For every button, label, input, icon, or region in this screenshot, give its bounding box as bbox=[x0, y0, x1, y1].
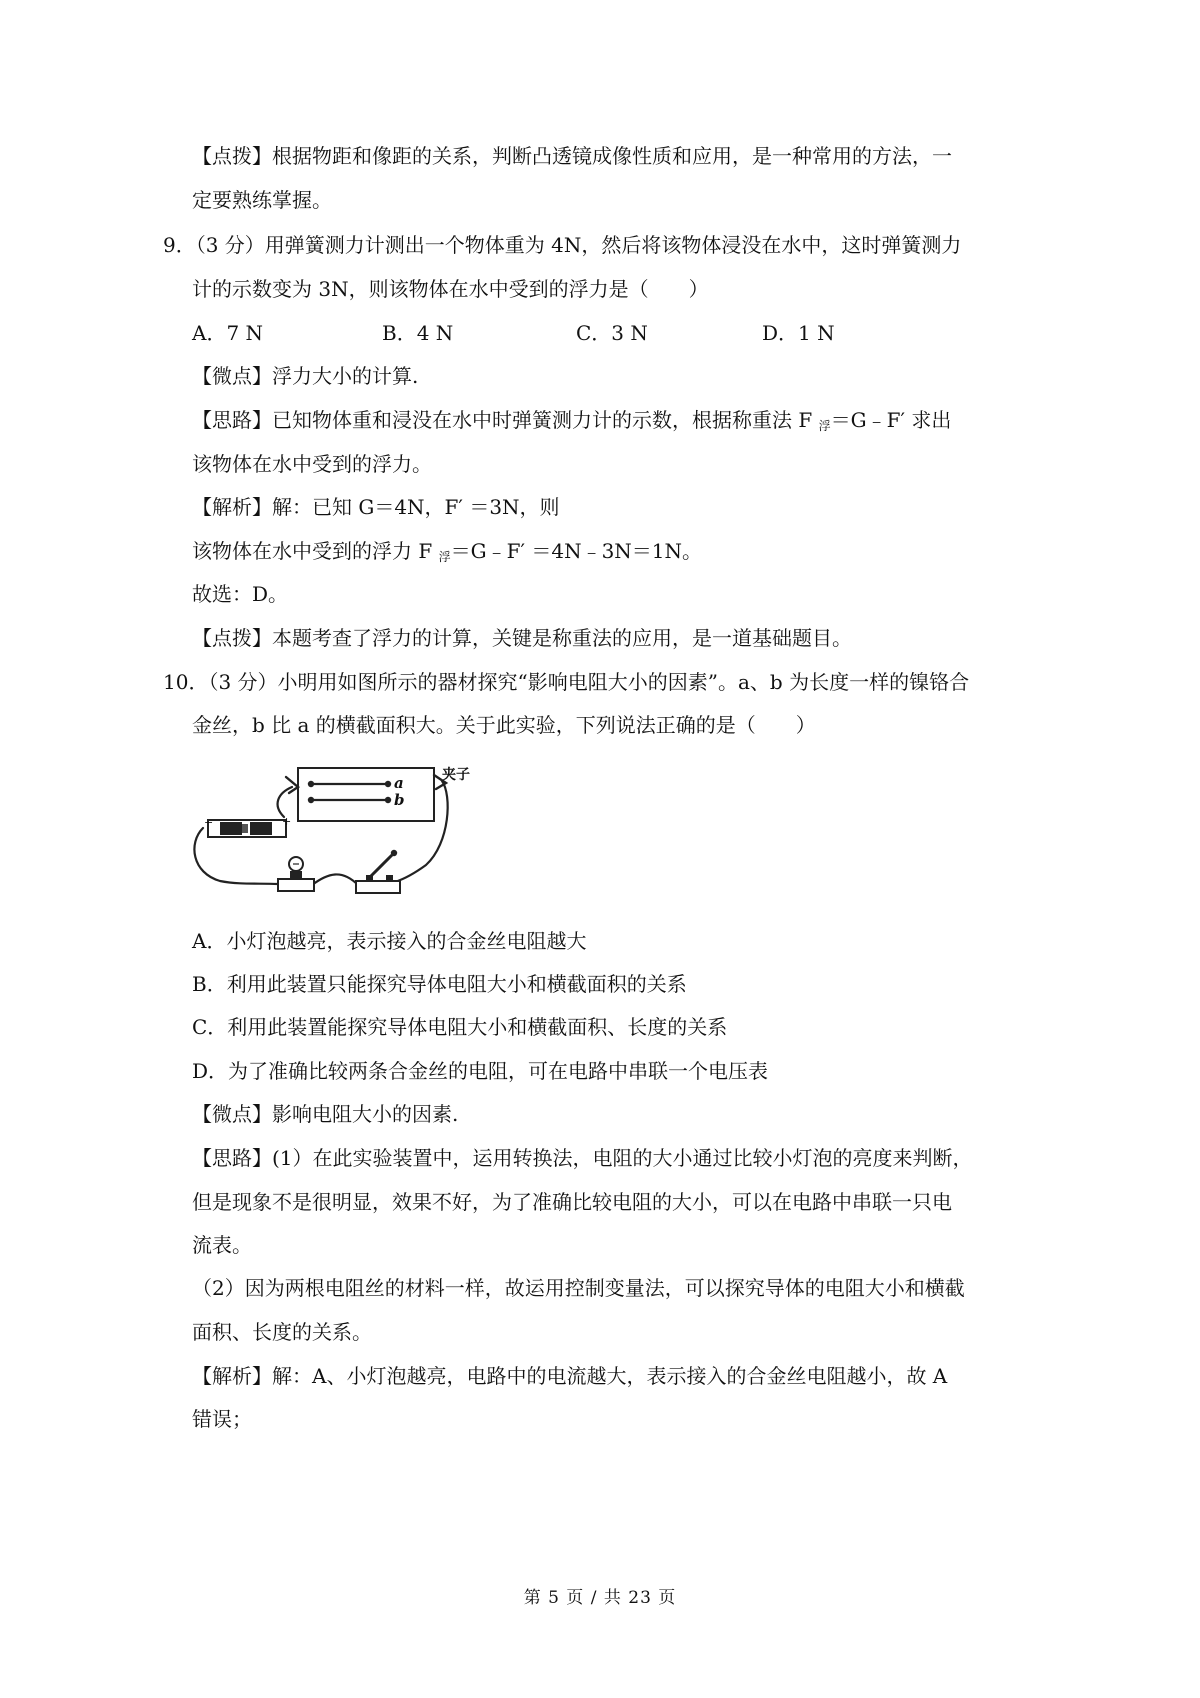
q10-jiexi-line-1: 【解析】解：A、小灯泡越亮，电路中的电流越大，表示接入的合金丝电阻越小，故 A bbox=[192, 1364, 948, 1388]
q10-silu-line-4: （2）因为两根电阻丝的材料一样，故运用控制变量法，可以探究导体的电阻大小和横截 bbox=[192, 1276, 965, 1300]
q9-stem-line-1: 9．（3 分）用弹簧测力计测出一个物体重为 4N，然后将该物体浸没在水中，这时弹簧测力 bbox=[163, 233, 962, 257]
battery-pack bbox=[208, 820, 286, 837]
q9-jiexi-line-2 bbox=[192, 537, 702, 571]
q9-silu-text-post: ＝G﹣F′ 求出 bbox=[830, 408, 952, 432]
q10-silu-line-1: 【思路】(1）在此实验装置中，运用转换法，电阻的大小通过比较小灯泡的亮度来判断， bbox=[192, 1146, 973, 1170]
q10-jiexi-line-2: 错误； bbox=[192, 1407, 252, 1431]
q9-option-a: A．7 N bbox=[192, 321, 264, 345]
q9-dianbo: 【点拨】本题考查了浮力的计算，关键是称重法的应用，是一道基础题目。 bbox=[192, 626, 852, 650]
q9-jiexi-text-pre: 该物体在水中受到的浮力 F bbox=[192, 539, 433, 563]
q9-jiexi-line-1: 【解析】解：已知 G＝4N，F′ ＝3N，则 bbox=[192, 495, 560, 519]
terminal-b-left bbox=[308, 797, 314, 803]
label-minus: − bbox=[204, 816, 214, 829]
label-plus: + bbox=[282, 815, 292, 828]
bulb-switch-wire bbox=[312, 874, 358, 885]
q10-weidian: 【微点】影响电阻大小的因素. bbox=[192, 1102, 459, 1126]
q10-option-d: D．为了准确比较两条合金丝的电阻，可在电路中串联一个电压表 bbox=[192, 1059, 769, 1083]
page-footer: 第 5 页 / 共 23 页 bbox=[523, 1588, 677, 1608]
q9-jiexi-subscript: 浮 bbox=[438, 550, 451, 564]
label-clip: 夹子 bbox=[442, 767, 470, 783]
q10-stem-line-2: 金丝，b 比 a 的横截面积大。关于此实验，下列说法正确的是（ ） bbox=[192, 713, 816, 737]
q9-silu-subscript: 浮 bbox=[818, 419, 831, 433]
q10-silu-line-2: 但是现象不是很明显，效果不好，为了准确比较电阻的大小，可以在电路中串联一只电 bbox=[192, 1190, 952, 1214]
circuit-figure bbox=[190, 765, 490, 900]
label-a: a bbox=[394, 774, 404, 792]
q9-stem-line-2: 计的示数变为 3N，则该物体在水中受到的浮力是（ ） bbox=[192, 277, 709, 301]
q9-option-d: D．1 N bbox=[762, 321, 835, 345]
terminal-a-left bbox=[308, 781, 314, 787]
wire-board bbox=[298, 768, 434, 821]
q9-silu-text-pre: 【思路】已知物体重和浸没在水中时弹簧测力计的示数，根据称重法 F bbox=[192, 408, 813, 432]
q9-jiexi-text-post: ＝G﹣F′ ＝4N﹣3N＝1N。 bbox=[450, 539, 703, 563]
terminal-a-right bbox=[385, 781, 391, 787]
q9-option-b: B．4 N bbox=[382, 321, 454, 345]
knife-switch bbox=[356, 850, 400, 893]
q9-answer: 故选：D。 bbox=[192, 582, 289, 606]
terminal-b-right bbox=[385, 797, 391, 803]
left-clip bbox=[286, 777, 298, 793]
q10-option-b: B．利用此装置只能探究导体电阻大小和横截面积的关系 bbox=[192, 972, 687, 996]
q9-silu-line-1 bbox=[192, 406, 951, 440]
label-b: b bbox=[394, 791, 405, 809]
dianbo-line-1: 【点拨】根据物距和像距的关系，判断凸透镜成像性质和应用，是一种常用的方法，一 bbox=[192, 144, 952, 168]
q10-option-c: C．利用此装置能探究导体电阻大小和横截面积、长度的关系 bbox=[192, 1015, 728, 1039]
q10-option-a: A．小灯泡越亮，表示接入的合金丝电阻越大 bbox=[192, 929, 587, 953]
q9-weidian: 【微点】浮力大小的计算. bbox=[192, 364, 419, 388]
q10-silu-line-5: 面积、长度的关系。 bbox=[192, 1320, 372, 1344]
dianbo-line-2: 定要熟练掌握。 bbox=[192, 188, 332, 212]
q9-option-c: C．3 N bbox=[576, 321, 648, 345]
bulb bbox=[278, 857, 314, 891]
q10-silu-line-3: 流表。 bbox=[192, 1233, 252, 1257]
q10-stem-line-1: 10．（3 分）小明用如图所示的器材探究“影响电阻大小的因素”。a、b 为长度一样的镍铬合 bbox=[163, 670, 970, 694]
q9-silu-line-2: 该物体在水中受到的浮力。 bbox=[192, 452, 432, 476]
